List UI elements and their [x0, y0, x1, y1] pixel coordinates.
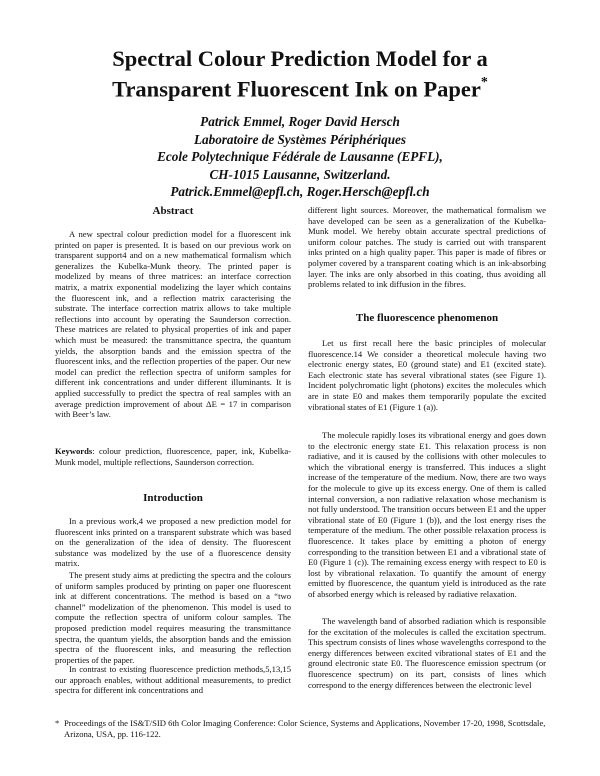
author-city: CH-1015 Lausanne, Switzerland. [209, 166, 391, 182]
title-line-2-text: Transparent Fluorescent Ink on Paper [112, 76, 481, 102]
introduction-p2: The present study aims at predicting the spectra and the colours of uniform samples produced by printing on paper one fluorescent ink at different concentrations. The method is based on a “two channel” modelization of the phenomenon. This model is used to compute the reflection spectra of uniform colour samples. The proposed prediction model requires measuring the transmittance spectra, the quantum yields, the absorption bands and the emission spectra of the fluorescent inks, and measuring the reflection properties of the paper. [55, 570, 291, 665]
title-line-1: Spectral Colour Prediction Model for a [112, 46, 488, 71]
introduction-p3: In contrast to existing fluorescence prediction methods,5,13,15 our approach enables, without additional measurements, to predict spectra for different ink concentrations and [55, 664, 291, 696]
author-emails: Patrick.Emmel@epfl.ch, Roger.Hersch@epfl.ch [170, 184, 430, 200]
abstract-text: A new spectral colour prediction model for a fluorescent ink printed on paper is presented. It is based on our previous work on transparent support4 and on a new mathematical formalism which generalizes the Kubelka-Munk theory. The printed paper is modelized by means of three matrices: an interface correction matrix, a matrix exponential modelizing the layer which contains the fluorescent ink, and a reflection matrix caracterising the substrate. The interface correction matrix allows to take multiple reflections into account by operating the Saunderson correction. These matrices are related to physical properties of ink and paper which must be measured: the transmittance spectra, the quantum yields, the absorption bands and the emission spectra of the fluorescent inks, and the reflection properties of the paper. Our new model can predict the reflection spectra of uniform samples for different ink concentrations and under different illuminants. It is applied successfully to predict the spectra of real samples with an average prediction improvement of about ΔE = 17 in comparison with Beer’s law. [55, 229, 291, 420]
title-line-2 [0, 72, 600, 103]
keywords-label: Keywords [55, 446, 93, 456]
right-intro-text: different light sources. Moreover, the mathematical formalism we have developed can be seen as a generalization of the Kubelka-Munk model. We hereby obtain accurate spectral predictions of uniform colour patches. The study is carried out with transparent inks printed on a high quality paper. This paper is made of fibres or polymer covered by a transparent coating which is an ink-absorbing layer. The inks are only absorbed in this coating, thus avoiding all problems related to ink diffusion in the fibres. [308, 205, 546, 290]
fluorescence-p1: Let us first recall here the basic principles of molecular fluorescence.14 We consider a theoretical molecule having two electronic energy states, E0 (ground state) and E1 (excited state). Each electronic state has several vibrational states (see Figure 1). Incident polychromatic light (photons) excites the molecules which are in state E0 and makes them temporarily populate the excited vibrational states of E1 (Figure 1 (a)). [308, 338, 546, 412]
footnote-text: Proceedings of the IS&T/SID 6th Color Imaging Conference: Color Science, Systems and Applications, November 17-20, 1998, Scottsdale, Arizona, USA, pp. 116-122. [64, 718, 546, 739]
keywords [55, 446, 291, 467]
author-lab: Laboratoire de Systèmes Périphériques [193, 131, 407, 147]
author-block [0, 113, 600, 201]
title-footnote-mark: * [480, 75, 488, 90]
introduction-p1: In a previous work,4 we proposed a new prediction model for fluorescent inks printed on a transparent substrate which was based on the generalization of the idea of density. The fluorescent substance was modelized by the use of a fluorescence density matrix. [55, 516, 291, 569]
fluorescence-heading: The fluorescence phenomenon [355, 312, 499, 324]
abstract-heading: Abstract [152, 205, 194, 217]
paper-title [0, 46, 600, 103]
keywords-text: : colour prediction, fluorescence, paper, ink, Kubelka-Munk model, multiple reflections, Saunderson correction. [55, 446, 291, 467]
introduction-heading: Introduction [143, 492, 203, 504]
author-school: Ecole Polytechnique Fédérale de Lausanne (EPFL), [157, 149, 443, 165]
fluorescence-p2: The molecule rapidly loses its vibrational energy and goes down to the electronic energy state E1. This relaxation process is non radiative, and it is caused by the collisions with other molecules to which the vibrational energy is transferred. This induces a slight increase of the temperature of the medium. Now, there are two ways for the molecule to give up its excess energy. One of them is called internal conversion, a non radiative relaxation whose mechanism is not fully understood. The transition occurs between E1 and the upper vibrational state of E0 (Figure 1 (b)), and the lost energy rises the temperature of the medium. The other possible relaxation process is fluorescence. It takes place by emitting a photon of energy corresponding to the transition between E1 and a vibrational state of E0 (Figure 1 (c)). The remaining excess energy with respect to E0 is lost by vibrational relaxation. To quantify the amount of energy emitted by fluorescence, the quantum yield is introduced as the rate of absorbed energy which is released by radiative relaxation. [308, 430, 546, 599]
author-names: Patrick Emmel, Roger David Hersch [200, 114, 400, 129]
footnote-mark: * [55, 718, 60, 728]
fluorescence-p3: The wavelength band of absorbed radiation which is responsible for the excitation of the molecules is called the excitation spectrum. This spectrum consists of lines whose wavelengths correspond to the energy differences between excited vibrational states of E1 and the ground electronic state E0. The fluorescence emission spectrum (or fluorescence spectrum) on its part, consists of lines which correspond to the energy differences between the electronic level [308, 616, 546, 690]
footnote [55, 718, 550, 740]
